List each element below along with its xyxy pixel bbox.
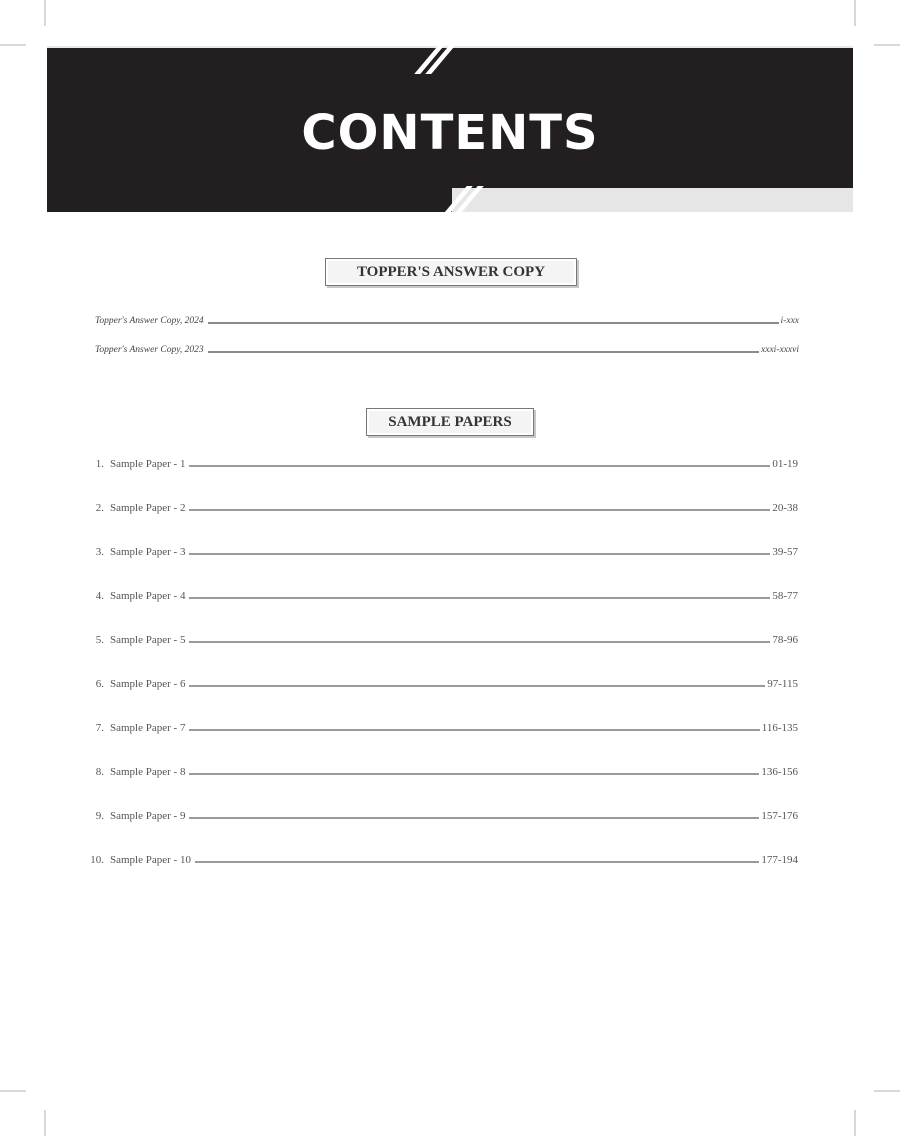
leader-line xyxy=(195,861,759,863)
toc-row[interactable] xyxy=(78,634,798,646)
toc-label: Sample Paper - 8 xyxy=(110,766,186,778)
leader-line xyxy=(189,685,765,687)
toc-pages: xxxi-xxxvi xyxy=(761,345,799,355)
toc-label: Sample Paper - 3 xyxy=(110,546,186,558)
crop-mark xyxy=(0,44,26,46)
toc-pages: 177-194 xyxy=(761,854,798,866)
crop-mark xyxy=(854,0,856,26)
section-heading-topper: TOPPER'S ANSWER COPY xyxy=(325,258,577,286)
toc-label: Sample Paper - 5 xyxy=(110,634,186,646)
crop-mark xyxy=(0,1090,26,1092)
toc-row[interactable] xyxy=(78,502,798,514)
toc-number: 9. xyxy=(95,810,104,822)
toc-pages: 58-77 xyxy=(772,590,798,602)
toc-label: Sample Paper - 1 xyxy=(110,458,186,470)
toc-pages: 78-96 xyxy=(772,634,798,646)
leader-line xyxy=(208,351,759,353)
toc-label: Sample Paper - 7 xyxy=(110,722,186,734)
toc-row[interactable] xyxy=(78,590,798,602)
toc-pages: i-xxx xyxy=(780,316,799,326)
leader-line xyxy=(189,817,759,819)
crop-mark xyxy=(44,1110,46,1136)
toc-pages: 01-19 xyxy=(772,458,798,470)
toc-row[interactable] xyxy=(78,766,798,778)
toc-pages: 39-57 xyxy=(772,546,798,558)
leader-line xyxy=(189,597,770,599)
toc-number: 2. xyxy=(95,502,104,514)
page-title: CONTENTS xyxy=(301,105,599,161)
toc-label: Topper's Answer Copy, 2023 xyxy=(95,345,204,355)
toc-pages: 20-38 xyxy=(772,502,798,514)
crop-mark xyxy=(874,44,900,46)
toc-row[interactable] xyxy=(78,854,798,866)
leader-line xyxy=(189,553,770,555)
leader-line xyxy=(189,509,770,511)
toc-row[interactable] xyxy=(78,546,798,558)
toc-label: Sample Paper - 2 xyxy=(110,502,186,514)
toc-number: 5. xyxy=(95,634,104,646)
leader-line xyxy=(208,322,779,324)
toc-label: Topper's Answer Copy, 2024 xyxy=(95,316,204,326)
toc-label: Sample Paper - 6 xyxy=(110,678,186,690)
toc-row[interactable] xyxy=(78,810,798,822)
toc-number: 3. xyxy=(95,546,104,558)
toc-row[interactable] xyxy=(78,678,798,690)
toc-pages: 116-135 xyxy=(761,722,798,734)
toc-label: Sample Paper - 10 xyxy=(110,854,191,866)
section-heading-sample-papers: SAMPLE PAPERS xyxy=(366,408,534,436)
toc-number: 4. xyxy=(95,590,104,602)
leader-line xyxy=(189,773,759,775)
banner-bottom-block xyxy=(47,188,452,212)
toc-pages: 97-115 xyxy=(767,678,798,690)
toc-row[interactable] xyxy=(78,722,798,734)
toc-label: Sample Paper - 9 xyxy=(110,810,186,822)
crop-mark xyxy=(44,0,46,26)
toc-number: 1. xyxy=(95,458,104,470)
toc-row[interactable] xyxy=(95,345,799,355)
leader-line xyxy=(189,729,759,731)
toc-number: 8. xyxy=(95,766,104,778)
toc-pages: 157-176 xyxy=(761,810,798,822)
leader-line xyxy=(189,465,770,467)
toc-number: 6. xyxy=(95,678,104,690)
toc-label: Sample Paper - 4 xyxy=(110,590,186,602)
crop-mark xyxy=(854,1110,856,1136)
toc-number: 10. xyxy=(90,854,104,866)
toc-pages: 136-156 xyxy=(761,766,798,778)
toc-row[interactable] xyxy=(78,458,798,470)
toc-row[interactable] xyxy=(95,316,799,326)
leader-line xyxy=(189,641,770,643)
crop-mark xyxy=(874,1090,900,1092)
toc-number: 7. xyxy=(95,722,104,734)
